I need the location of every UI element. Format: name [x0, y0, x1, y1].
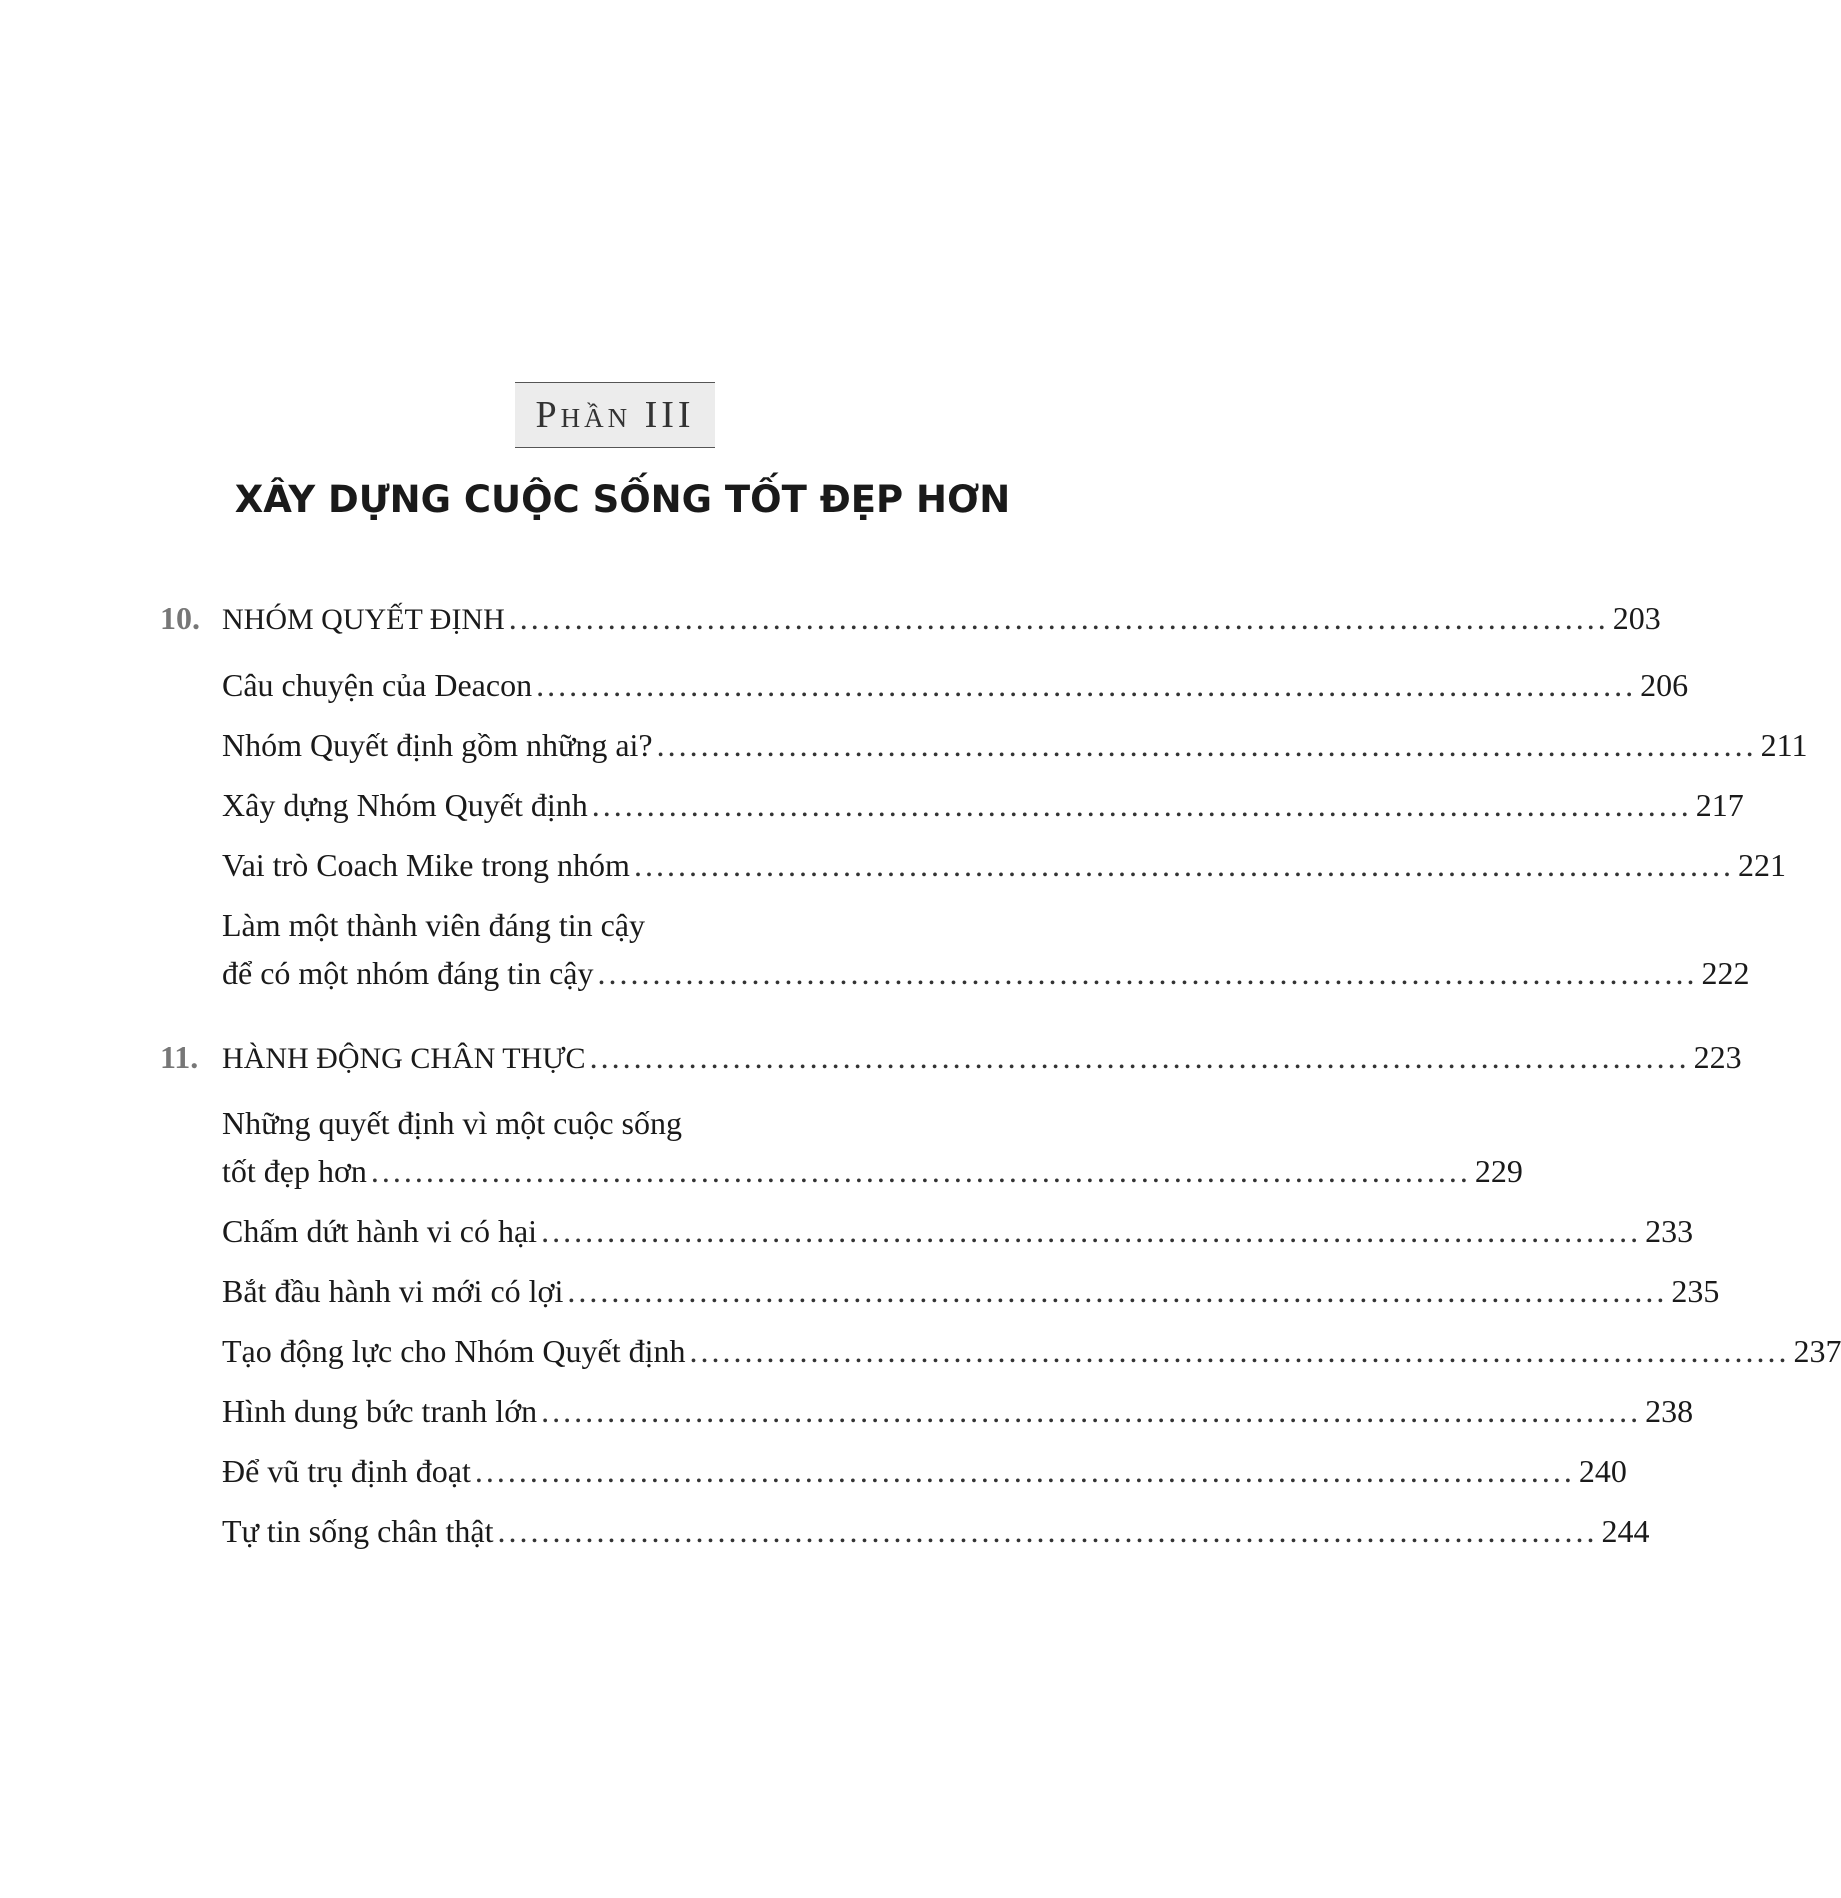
- dot-leader: ....................................................................................................: [541, 1393, 1642, 1429]
- section-title: tốt đẹp hơn: [222, 1153, 367, 1189]
- section-title: Chấm dứt hành vi có hại: [222, 1213, 538, 1249]
- page-number: 223: [1693, 1039, 1742, 1075]
- part-label: Phần III: [535, 394, 695, 436]
- toc-section-entry[interactable]: [222, 1151, 1523, 1191]
- dot-leader: ....................................................................................................: [497, 1513, 1598, 1549]
- page-number: 235: [1671, 1273, 1720, 1309]
- page-number: 238: [1645, 1393, 1694, 1429]
- section-title: Để vũ trụ định đoạt: [222, 1453, 471, 1489]
- toc-section-entry[interactable]: [222, 953, 1750, 993]
- chapter-title: HÀNH ĐỘNG CHÂN THỰC: [222, 1042, 586, 1075]
- section-title: Bắt đầu hành vi mới có lợi: [222, 1273, 564, 1309]
- chapter-number: 11.: [160, 1039, 199, 1075]
- dot-leader: ....................................................................................................: [597, 955, 1698, 991]
- section-title: Xây dựng Nhóm Quyết định: [222, 787, 588, 823]
- dot-leader: ....................................................................................................: [536, 667, 1637, 703]
- chapter-number: 10.: [160, 600, 200, 636]
- page-number: 206: [1640, 667, 1689, 703]
- toc-section-entry[interactable]: [222, 1451, 1627, 1491]
- section-title-line1[interactable]: Những quyết định vì một cuộc sống: [222, 1105, 682, 1141]
- page-number: 221: [1737, 847, 1786, 883]
- page-number: 217: [1695, 787, 1744, 823]
- toc-section-entry[interactable]: [222, 1391, 1694, 1431]
- page-number: 237: [1793, 1333, 1841, 1369]
- dot-leader: ....................................................................................................: [633, 847, 1734, 883]
- section-title: Tự tin sống chân thật: [222, 1513, 494, 1549]
- dot-leader: ....................................................................................................: [591, 787, 1692, 823]
- dot-leader: ....................................................................................................: [567, 1273, 1668, 1309]
- part-title: XÂY DỰNG CUỘC SỐNG TỐT ĐẸP HƠN: [234, 478, 1011, 521]
- toc-section-entry[interactable]: [222, 665, 1689, 705]
- section-title-line1[interactable]: Làm một thành viên đáng tin cậy: [222, 907, 645, 943]
- toc-chapter-entry[interactable]: [222, 598, 1661, 640]
- dot-leader: ....................................................................................................: [474, 1453, 1575, 1489]
- section-title: Vai trò Coach Mike trong nhóm: [222, 847, 630, 883]
- toc-chapter-entry[interactable]: [222, 1037, 1742, 1079]
- section-title: Nhóm Quyết định gồm những ai?: [222, 727, 653, 763]
- dot-leader: ....................................................................................................: [508, 600, 1609, 636]
- toc-section-entry[interactable]: [222, 1331, 1841, 1371]
- page-number: 203: [1612, 600, 1661, 636]
- page-number: 244: [1601, 1513, 1650, 1549]
- toc-section-entry[interactable]: [222, 1211, 1694, 1251]
- section-title: Câu chuyện của Deacon: [222, 667, 533, 703]
- part-label-box: [515, 382, 715, 448]
- section-title: Hình dung bức tranh lớn: [222, 1393, 538, 1429]
- section-title: để có một nhóm đáng tin cậy: [222, 955, 594, 991]
- toc-section-entry[interactable]: [222, 845, 1786, 885]
- dot-leader: ....................................................................................................: [656, 727, 1757, 763]
- page-number: 233: [1645, 1213, 1694, 1249]
- page-number: 240: [1578, 1453, 1627, 1489]
- dot-leader: ....................................................................................................: [589, 1039, 1690, 1075]
- dot-leader: ....................................................................................................: [689, 1333, 1790, 1369]
- page-number: 211: [1760, 727, 1808, 763]
- chapter-title: NHÓM QUYẾT ĐỊNH: [222, 603, 505, 636]
- toc-section-entry[interactable]: [222, 1511, 1650, 1551]
- dot-leader: ....................................................................................................: [541, 1213, 1642, 1249]
- page-number: 229: [1474, 1153, 1523, 1189]
- toc-section-entry[interactable]: [222, 725, 1808, 765]
- dot-leader: ....................................................................................................: [370, 1153, 1471, 1189]
- toc-section-entry[interactable]: [222, 785, 1744, 825]
- section-title: Tạo động lực cho Nhóm Quyết định: [222, 1333, 686, 1369]
- page-number: 222: [1701, 955, 1750, 991]
- toc-section-entry[interactable]: [222, 1271, 1720, 1311]
